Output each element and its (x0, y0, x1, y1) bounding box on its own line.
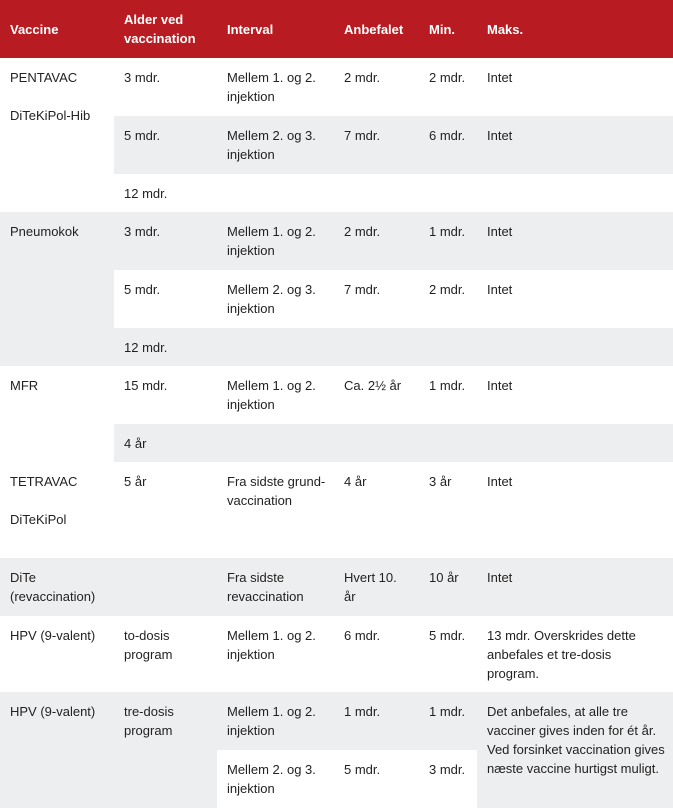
header-row (0, 0, 673, 58)
cell-interval: Fra sidste grund-vaccination (217, 462, 334, 558)
cell-maks: Intet (477, 212, 673, 270)
cell-maks: Intet (477, 58, 673, 116)
vaccine-name: DiTe (revaccination) (10, 570, 96, 604)
cell-alder: 4 år (114, 424, 217, 462)
cell-interval: Mellem 1. og 2. injektion (217, 616, 334, 692)
cell-maks: Intet (477, 366, 673, 424)
cell-anbefalet: Hvert 10. år (334, 558, 419, 616)
cell-min: 2 mdr. (419, 58, 477, 116)
vaccine-subname: DiTeKiPol-Hib (10, 108, 91, 123)
cell-min: 3 mdr. (419, 750, 477, 808)
cell-min: 1 mdr. (419, 366, 477, 424)
cell-maks: Det anbefales, at alle tre vacciner gives inden for ét år. Ved forsinket vaccination gives næste vaccine hurtigst muligt. (477, 692, 673, 808)
cell-interval: Mellem 2. og 3. injektion (217, 750, 334, 808)
vaccine-name: MFR (10, 378, 39, 393)
cell-anbefalet: 2 mdr. (334, 212, 419, 270)
cell-min (419, 328, 477, 366)
cell-alder: tre-dosis program (114, 692, 217, 808)
table-row (0, 558, 673, 616)
vaccine-name: HPV (9-valent) (10, 628, 96, 643)
cell-anbefalet (334, 328, 419, 366)
cell-interval: Mellem 1. og 2. injektion (217, 692, 334, 750)
cell-maks (477, 424, 673, 462)
cell-maks (477, 174, 673, 212)
header-maks: Maks. (477, 0, 673, 58)
header-alder: Alder ved vaccination (114, 0, 217, 58)
vaccine-cell (0, 558, 114, 616)
cell-maks (477, 328, 673, 366)
vaccine-cell (0, 366, 114, 462)
cell-anbefalet: 7 mdr. (334, 116, 419, 174)
vaccine-name: PENTAVAC (10, 70, 78, 85)
cell-alder: 15 mdr. (114, 366, 217, 424)
cell-min: 1 mdr. (419, 692, 477, 750)
cell-anbefalet (334, 424, 419, 462)
vaccine-name: TETRAVAC (10, 474, 78, 489)
cell-min: 5 mdr. (419, 616, 477, 692)
cell-alder: 12 mdr. (114, 328, 217, 366)
cell-interval: Mellem 2. og 3. injektion (217, 116, 334, 174)
cell-maks: Intet (477, 270, 673, 328)
cell-alder: 3 mdr. (114, 58, 217, 116)
header-vaccine: Vaccine (0, 0, 114, 58)
cell-anbefalet: 6 mdr. (334, 616, 419, 692)
vaccine-cell (0, 462, 114, 558)
cell-min: 1 mdr. (419, 212, 477, 270)
vaccine-cell (0, 616, 114, 692)
cell-anbefalet: 1 mdr. (334, 692, 419, 750)
cell-anbefalet: 7 mdr. (334, 270, 419, 328)
cell-interval (217, 174, 334, 212)
header-min: Min. (419, 0, 477, 58)
vaccine-name: Pneumokok (10, 224, 79, 239)
cell-maks: Intet (477, 558, 673, 616)
cell-anbefalet (334, 174, 419, 212)
cell-interval: Mellem 1. og 2. injektion (217, 366, 334, 424)
cell-anbefalet: Ca. 2½ år (334, 366, 419, 424)
cell-interval (217, 424, 334, 462)
header-anbefalet: Anbefalet (334, 0, 419, 58)
header-interval: Interval (217, 0, 334, 58)
vaccine-cell (0, 58, 114, 212)
cell-min: 2 mdr. (419, 270, 477, 328)
cell-interval: Mellem 1. og 2. injektion (217, 212, 334, 270)
cell-alder: 5 mdr. (114, 270, 217, 328)
table-row (0, 366, 673, 424)
cell-maks: Intet (477, 116, 673, 174)
vaccine-name: HPV (9-valent) (10, 704, 96, 719)
cell-min: 3 år (419, 462, 477, 558)
vaccine-subname: DiTeKiPol (10, 512, 67, 527)
cell-alder: to-dosis program (114, 616, 217, 692)
cell-anbefalet: 4 år (334, 462, 419, 558)
cell-interval: Fra sidste revaccination (217, 558, 334, 616)
cell-alder: 12 mdr. (114, 174, 217, 212)
table-row (0, 58, 673, 116)
table-row (0, 616, 673, 692)
cell-interval: Mellem 1. og 2. injektion (217, 58, 334, 116)
cell-min (419, 174, 477, 212)
cell-maks: 13 mdr. Overskrides dette anbefales et tre-dosis program. (477, 616, 673, 692)
vaccine-cell (0, 212, 114, 366)
cell-interval: Mellem 2. og 3. injektion (217, 270, 334, 328)
cell-maks: Intet (477, 462, 673, 558)
cell-alder: 3 mdr. (114, 212, 217, 270)
cell-interval (217, 328, 334, 366)
cell-alder: 5 år (114, 462, 217, 558)
vaccine-cell (0, 692, 114, 808)
cell-min: 6 mdr. (419, 116, 477, 174)
cell-min: 10 år (419, 558, 477, 616)
table-row (0, 692, 673, 750)
cell-min (419, 424, 477, 462)
cell-anbefalet: 5 mdr. (334, 750, 419, 808)
cell-alder: 5 mdr. (114, 116, 217, 174)
cell-alder (114, 558, 217, 616)
table-row (0, 212, 673, 270)
cell-anbefalet: 2 mdr. (334, 58, 419, 116)
table-row (0, 462, 673, 558)
